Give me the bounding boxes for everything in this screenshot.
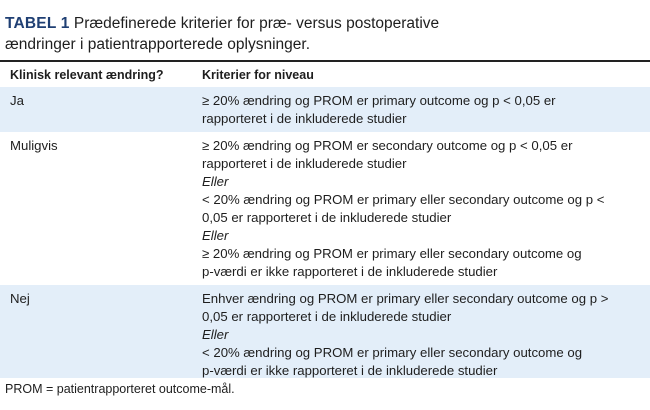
criteria-line: < 20% ændring og PROM er primary eller secondary outcome og p < xyxy=(202,192,605,207)
criteria-line: < 20% ændring og PROM er primary eller secondary outcome og xyxy=(202,345,583,360)
criteria-line-eller: Eller xyxy=(202,174,229,189)
table-row-nej xyxy=(0,285,650,378)
table-footnote: PROM = patientrapporteret outcome-mål. xyxy=(5,382,235,396)
row-criteria xyxy=(202,137,642,281)
criteria-line: ≥ 20% ændring og PROM er primary outcome og p < 0,05 er xyxy=(202,93,556,108)
criteria-line: p-værdi er ikke rapporteret i de inkluderede studier xyxy=(202,264,498,279)
table-title-line-1: Prædefinerede kriterier for præ- versus postoperative xyxy=(73,15,440,32)
table-label: TABEL 1 xyxy=(5,15,70,32)
criteria-line: rapporteret i de inkluderede studier xyxy=(202,111,407,126)
row-category: Muligvis xyxy=(10,138,58,153)
row-category: Ja xyxy=(10,93,24,108)
criteria-line-eller: Eller xyxy=(202,228,229,243)
table-row-muligvis xyxy=(0,132,650,285)
column-header-relevant-change: Klinisk relevant ændring? xyxy=(10,68,164,82)
column-header-criteria: Kriterier for niveau xyxy=(202,68,314,82)
criteria-line: Enhver ændring og PROM er primary eller secondary outcome og p > xyxy=(202,291,609,306)
criteria-line: 0,05 er rapporteret i de inkluderede studier xyxy=(202,210,452,225)
row-criteria xyxy=(202,92,642,128)
table-title xyxy=(0,13,645,55)
header-divider xyxy=(0,60,650,62)
criteria-line: rapporteret i de inkluderede studier xyxy=(202,156,407,171)
criteria-line-eller: Eller xyxy=(202,327,229,342)
criteria-line: 0,05 er rapporteret i de inkluderede studier xyxy=(202,309,452,324)
criteria-line: ≥ 20% ændring og PROM er primary eller secondary outcome og xyxy=(202,246,582,261)
table-title-line-2: ændringer i patientrapporterede oplysninger. xyxy=(5,36,311,53)
table-row-ja xyxy=(0,87,650,132)
criteria-line: ≥ 20% ændring og PROM er secondary outcome og p < 0,05 er xyxy=(202,138,573,153)
row-category: Nej xyxy=(10,291,30,306)
row-criteria xyxy=(202,290,642,380)
criteria-line: p-værdi er ikke rapporteret i de inkluderede studier xyxy=(202,363,498,378)
